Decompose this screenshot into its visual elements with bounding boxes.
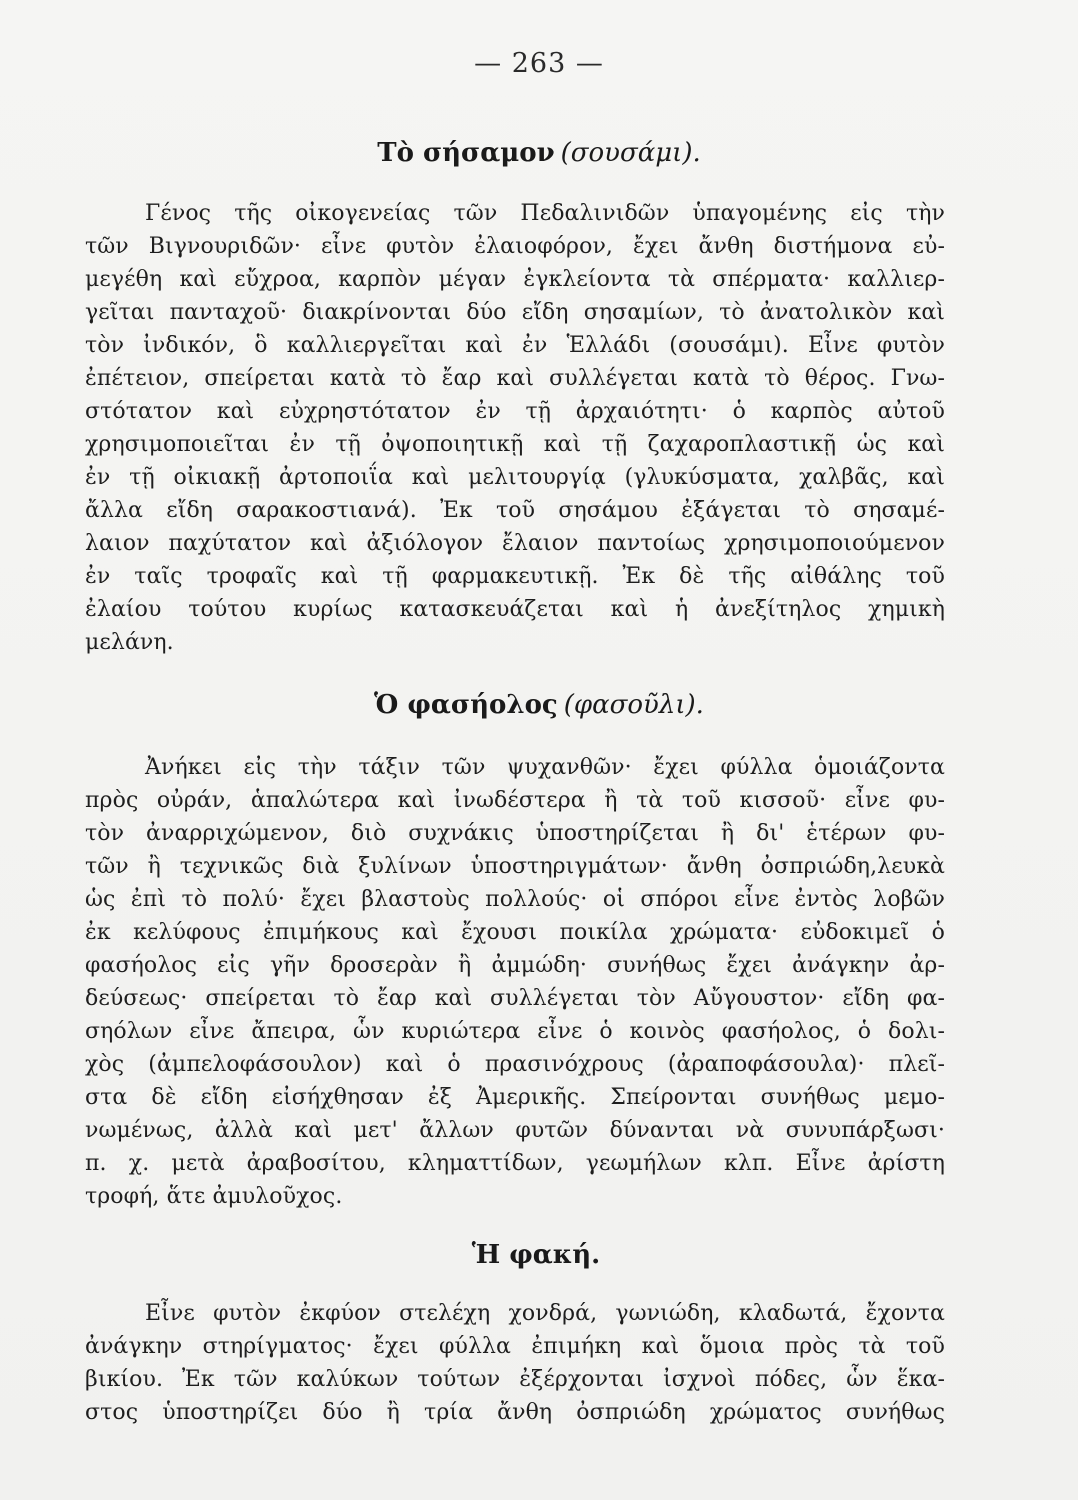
text-line: σηόλων εἶνε ἄπειρα, ὧν κυριώτερα εἶνε ὁ κοινὸς φασήολος, ὁ δολι-: [85, 1019, 945, 1044]
text-line: Γένος τῆς οἰκογενείας τῶν Πεδαλινιδῶν ὑπαγομένης εἰς τὴν: [145, 201, 945, 226]
section-heading-sesame: [0, 138, 1078, 168]
heading-title: Τὸ σήσαμον: [377, 138, 555, 168]
text-line: μεγέθη καὶ εὔχροα, καρπὸν μέγαν ἐγκλείοντα τὰ σπέρματα· καλλιερ-: [85, 267, 945, 292]
text-line: στότατον καὶ εὐχρηστότατον ἐν τῇ ἀρχαιότητι· ὁ καρπὸς αὐτοῦ: [85, 399, 945, 424]
section-heading-bean: [0, 690, 1078, 720]
text-line: στα δὲ εἴδη εἰσήχθησαν ἐξ Ἀμερικῆς. Σπείρονται συνήθως μεμο-: [85, 1085, 945, 1110]
text-line: νωμένως, ἀλλὰ καὶ μετ' ἄλλων φυτῶν δύνανται νὰ συνυπάρξωσι·: [85, 1118, 945, 1143]
text-line: Εἶνε φυτὸν ἐκφύον στελέχη χονδρά, γωνιώδη, κλαδωτά, ἔχοντα: [145, 1301, 945, 1326]
paragraph-lentil: [85, 1297, 945, 1429]
text-line: μελάνη.: [85, 630, 174, 655]
text-line: ἐλαίου τούτου κυρίως κατασκευάζεται καὶ ἡ ἀνεξίτηλος χημικὴ: [85, 597, 945, 622]
text-line: βικίου. Ἐκ τῶν καλύκων τούτων ἐξέρχονται ἰσχνοὶ πόδες, ὧν ἕκα-: [85, 1367, 945, 1392]
section-heading-lentil: [0, 1240, 1078, 1270]
text-line: γεῖται πανταχοῦ· διακρίνονται δύο εἴδη σησαμίων, τὸ ἀνατολικὸν καὶ: [85, 300, 945, 325]
text-line: τὸν ἰνδικόν, ὃ καλλιεργεῖται καὶ ἐν Ἑλλάδι (σουσάμι). Εἶνε φυτὸν: [85, 333, 945, 358]
text-line: π. χ. μετὰ ἀραβοσίτου, κληματτίδων, γεωμήλων κλπ. Εἶνε ἀρίστη: [85, 1151, 945, 1176]
text-line: ἄλλα εἴδη σαρακοστιανά). Ἐκ τοῦ σησάμου ἐξάγεται τὸ σησαμέ-: [85, 498, 945, 523]
text-line: ἀνάγκην στηρίγματος· ἔχει φύλλα ἐπιμήκη καὶ ὅμοια πρὸς τὰ τοῦ: [85, 1334, 945, 1359]
text-line: λαιον παχύτατον καὶ ἀξιόλογον ἔλαιον παντοίως χρησιμοποιούμενον: [85, 531, 945, 556]
text-line: τροφή, ἅτε ἀμυλοῦχος.: [85, 1184, 343, 1209]
text-line: ὡς ἐπὶ τὸ πολύ· ἔχει βλαστοὺς πολλούς· οἱ σπόροι εἶνε ἐντὸς λοβῶν: [85, 887, 945, 912]
text-line: χρησιμοποιεῖται ἐν τῇ ὀψοποιητικῇ καὶ τῇ ζαχαροπλαστικῇ ὡς καὶ: [85, 432, 945, 457]
text-line: ἐπέτειον, σπείρεται κατὰ τὸ ἔαρ καὶ συλλέγεται κατὰ τὸ θέρος. Γνω-: [85, 366, 945, 391]
text-line: δεύσεως· σπείρεται τὸ ἔαρ καὶ συλλέγεται τὸν Αὔγουστον· εἴδη φα-: [85, 986, 945, 1011]
paragraph-bean: [85, 751, 945, 1213]
text-line: τὸν ἀναρριχώμενον, διὸ συχνάκις ὑποστηρίζεται ἢ δι' ἑτέρων φυ-: [85, 821, 945, 846]
page-number: — 263 —: [474, 48, 604, 79]
heading-title: Ἡ φακή.: [471, 1240, 601, 1270]
text-line: τῶν Βιγνουριδῶν· εἶνε φυτὸν ἐλαιοφόρον, ἔχει ἄνθη διστήμονα εὐ-: [85, 234, 945, 259]
text-line: φασήολος εἰς γῆν δροσερὰν ἢ ἀμμώδη· συνήθως ἔχει ἀνάγκην ἀρ-: [85, 953, 945, 978]
text-line: χὸς (ἀμπελοφάσουλον) καὶ ὁ πρασινόχρους (ἀραποφάσουλα)· πλεῖ-: [85, 1052, 945, 1077]
text-line: πρὸς οὐράν, ἁπαλώτερα καὶ ἰνωδέστερα ἢ τὰ τοῦ κισσοῦ· εἶνε φυ-: [85, 788, 945, 813]
text-line: στος ὑποστηρίζει δύο ἢ τρία ἄνθη ὀσπριώδη χρώματος συνήθως: [85, 1400, 945, 1425]
heading-vernacular: (φασοῦλι).: [563, 690, 704, 720]
text-line: τῶν ἢ τεχνικῶς διὰ ξυλίνων ὑποστηριγμάτων· ἄνθη ὀσπριώδη,λευκὰ: [85, 854, 945, 879]
heading-title: Ὁ φασήολος: [374, 690, 558, 720]
text-line: ἐν τῇ οἰκιακῇ ἀρτοποιΐα καὶ μελιτουργίᾳ (γλυκύσματα, χαλβᾶς, καὶ: [85, 465, 945, 490]
text-line: ἐκ κελύφους ἐπιμήκους καὶ ἔχουσι ποικίλα χρώματα· εὐδοκιμεῖ ὁ: [85, 920, 945, 945]
paragraph-sesame: [85, 197, 945, 659]
heading-vernacular: (σουσάμι).: [560, 138, 701, 168]
text-line: Ἀνήκει εἰς τὴν τάξιν τῶν ψυχανθῶν· ἔχει φύλλα ὁμοιάζοντα: [145, 755, 945, 780]
text-line: ἐν ταῖς τροφαῖς καὶ τῇ φαρμακευτικῇ. Ἐκ δὲ τῆς αἰθάλης τοῦ: [85, 564, 945, 589]
